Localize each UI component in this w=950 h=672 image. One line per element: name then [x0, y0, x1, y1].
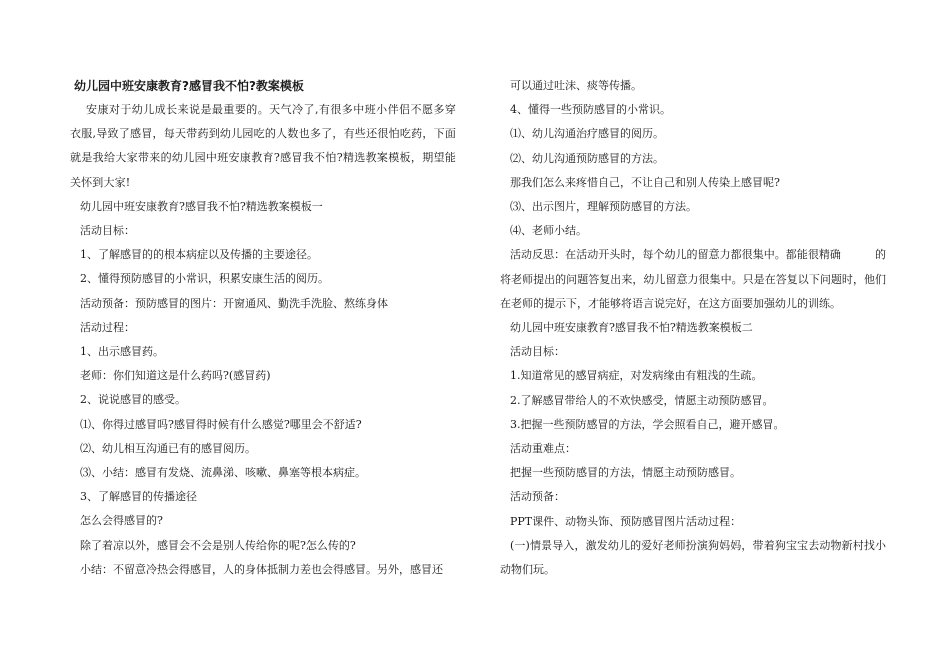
reflection-text-start: 活动反思：在活动开头时，每个幼儿的留意力都很集中。都能很精确: [510, 248, 841, 262]
text-line: 1、出示感冒药。: [80, 345, 164, 359]
text-line: 2.了解感冒带给人的不欢快感受，情愿主动预防感冒。: [510, 393, 774, 407]
text-line: 除了着凉以外，感冒会不会是别人传给你的呢?怎么传的?: [80, 538, 356, 552]
text-line: 活动目标：: [80, 224, 135, 238]
text-line: 4、懂得一些预防感冒的小常识。: [510, 103, 671, 117]
final-paragraph: (一)情景导入，激发幼儿的爱好老师扮演狗妈妈，带着狗宝宝去动物新村找小动物们玩。: [500, 538, 886, 577]
text-line: 可以通过吐沫、痰等传播。: [510, 79, 642, 92]
text-line: 活动过程：: [80, 320, 135, 334]
text-line: 活动预备：预防感冒的图片：开窗通风、勤洗手洗脸、熬练身体: [80, 296, 388, 310]
text-line: 活动重难点：: [510, 442, 576, 456]
text-line: 2、懂得预防感冒的小常识，积累安康生活的阅历。: [80, 272, 329, 286]
text-line: PPT课件、动物头饰、预防感冒图片活动过程：: [510, 514, 742, 528]
text-line: 幼儿园中班安康教育?感冒我不怕?精选教案模板一: [80, 199, 323, 213]
text-line: ⑶、小结：感冒有发烧、流鼻涕、咳嗽、鼻塞等根本病症。: [80, 466, 366, 480]
reflection-text-rest: 的将老师提出的问题答复出来，幼儿留意力很集中。只是在答复以下问题时，他们在老师的提示下，才能够将语言说完好，在这方面要加强幼儿的训练。: [500, 248, 887, 310]
text-line: 3.把握一些预防感冒的方法，学会照看自己，避开感冒。: [510, 417, 785, 431]
text-line: 老师：你们知道这是什么药吗?(感冒药): [80, 369, 271, 383]
text-line: ⑴、你得过感冒吗?感冒得时候有什么感觉?哪里会不舒适?: [80, 417, 362, 431]
text-line: 活动目标：: [510, 345, 565, 359]
text-line: 幼儿园中班安康教育?感冒我不怕?精选教案模板二: [510, 321, 753, 335]
text-line: 1、了解感冒的的根本病症以及传播的主要途径。: [80, 248, 318, 262]
text-line: 怎么会得感冒的?: [80, 514, 163, 528]
intro-paragraph: 安康对于幼儿成长来说是最重要的。天气冷了,有很多中班小伴侣不愿多穿衣服,导致了感冒，每天带药到幼儿园吃的人数也多了，有些还很怕吃药，下面就是我给大家带来的幼儿园中班安康教育?感冒我不怕?精选教案模板，期望能关怀到大家!: [70, 103, 456, 189]
text-line: ⑶、出示图片，理解预防感冒的方法。: [510, 200, 697, 214]
text-line: 活动预备：: [510, 490, 565, 504]
document-title: 幼儿园中班安康教育?感冒我不怕?教案模板: [74, 79, 304, 93]
text-line: 那我们怎么来疼惜自己，不让自己和别人传染上感冒呢?: [510, 175, 780, 189]
text-line: ⑵、幼儿沟通预防感冒的方法。: [510, 151, 664, 165]
text-line: 小结：不留意冷热会得感冒，人的身体抵制力差也会得感冒。另外，感冒还: [80, 562, 443, 576]
text-line: ⑴、幼儿沟通治疗感冒的阅历。: [510, 127, 664, 141]
right-column: [500, 74, 886, 582]
text-line: 3、了解感冒的传播途径: [80, 490, 197, 504]
text-line: 2、说说感冒的感受。: [80, 393, 186, 407]
reflection-paragraph: [500, 243, 886, 316]
text-line: ⑷、老师小结。: [510, 224, 587, 238]
text-line: 把握一些预防感冒的方法，情愿主动预防感冒。: [510, 466, 741, 480]
text-line: 1.知道常见的感冒病症，对发病缘由有粗浅的生疏。: [510, 369, 763, 383]
text-line: ⑵、幼儿相互沟通已有的感冒阅历。: [80, 441, 256, 455]
left-column: [70, 74, 456, 582]
